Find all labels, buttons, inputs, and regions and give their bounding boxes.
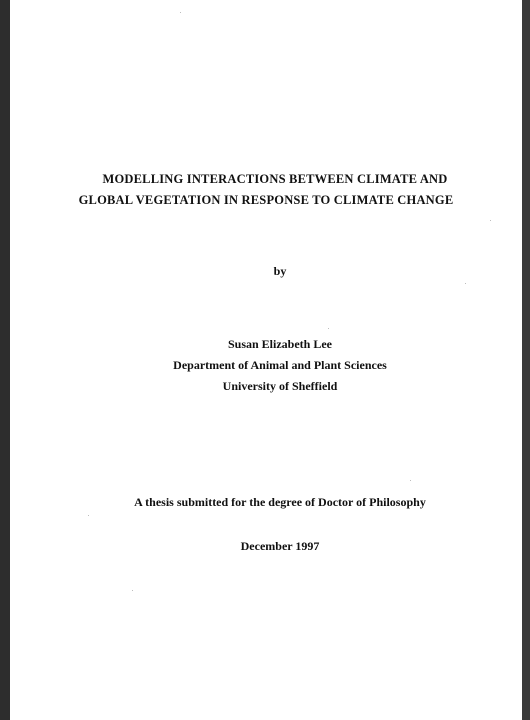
- thesis-title-page: [10, 0, 522, 720]
- scan-speck: [132, 590, 133, 591]
- thesis-title-line-2: GLOBAL VEGETATION IN RESPONSE TO CLIMATE CHANGE: [78, 193, 454, 207]
- scan-speck: [490, 220, 491, 221]
- scan-speck: [88, 515, 89, 516]
- submission-date: December 1997: [240, 539, 320, 553]
- department-name: Department of Animal and Plant Sciences: [173, 358, 387, 372]
- university-name: University of Sheffield: [222, 379, 338, 393]
- author-block: [10, 334, 522, 397]
- scan-speck: [328, 328, 329, 329]
- scan-speck: [410, 480, 411, 481]
- degree-statement: A thesis submitted for the degree of Doctor of Philosophy: [134, 495, 426, 509]
- thesis-title-line-1: MODELLING INTERACTIONS BETWEEN CLIMATE AND: [102, 172, 448, 186]
- by-label: by: [273, 264, 287, 278]
- scan-speck: [180, 12, 181, 13]
- viewer-scrollbar[interactable]: [522, 0, 530, 720]
- scan-speck: [465, 283, 466, 284]
- author-name: Susan Elizabeth Lee: [227, 337, 332, 351]
